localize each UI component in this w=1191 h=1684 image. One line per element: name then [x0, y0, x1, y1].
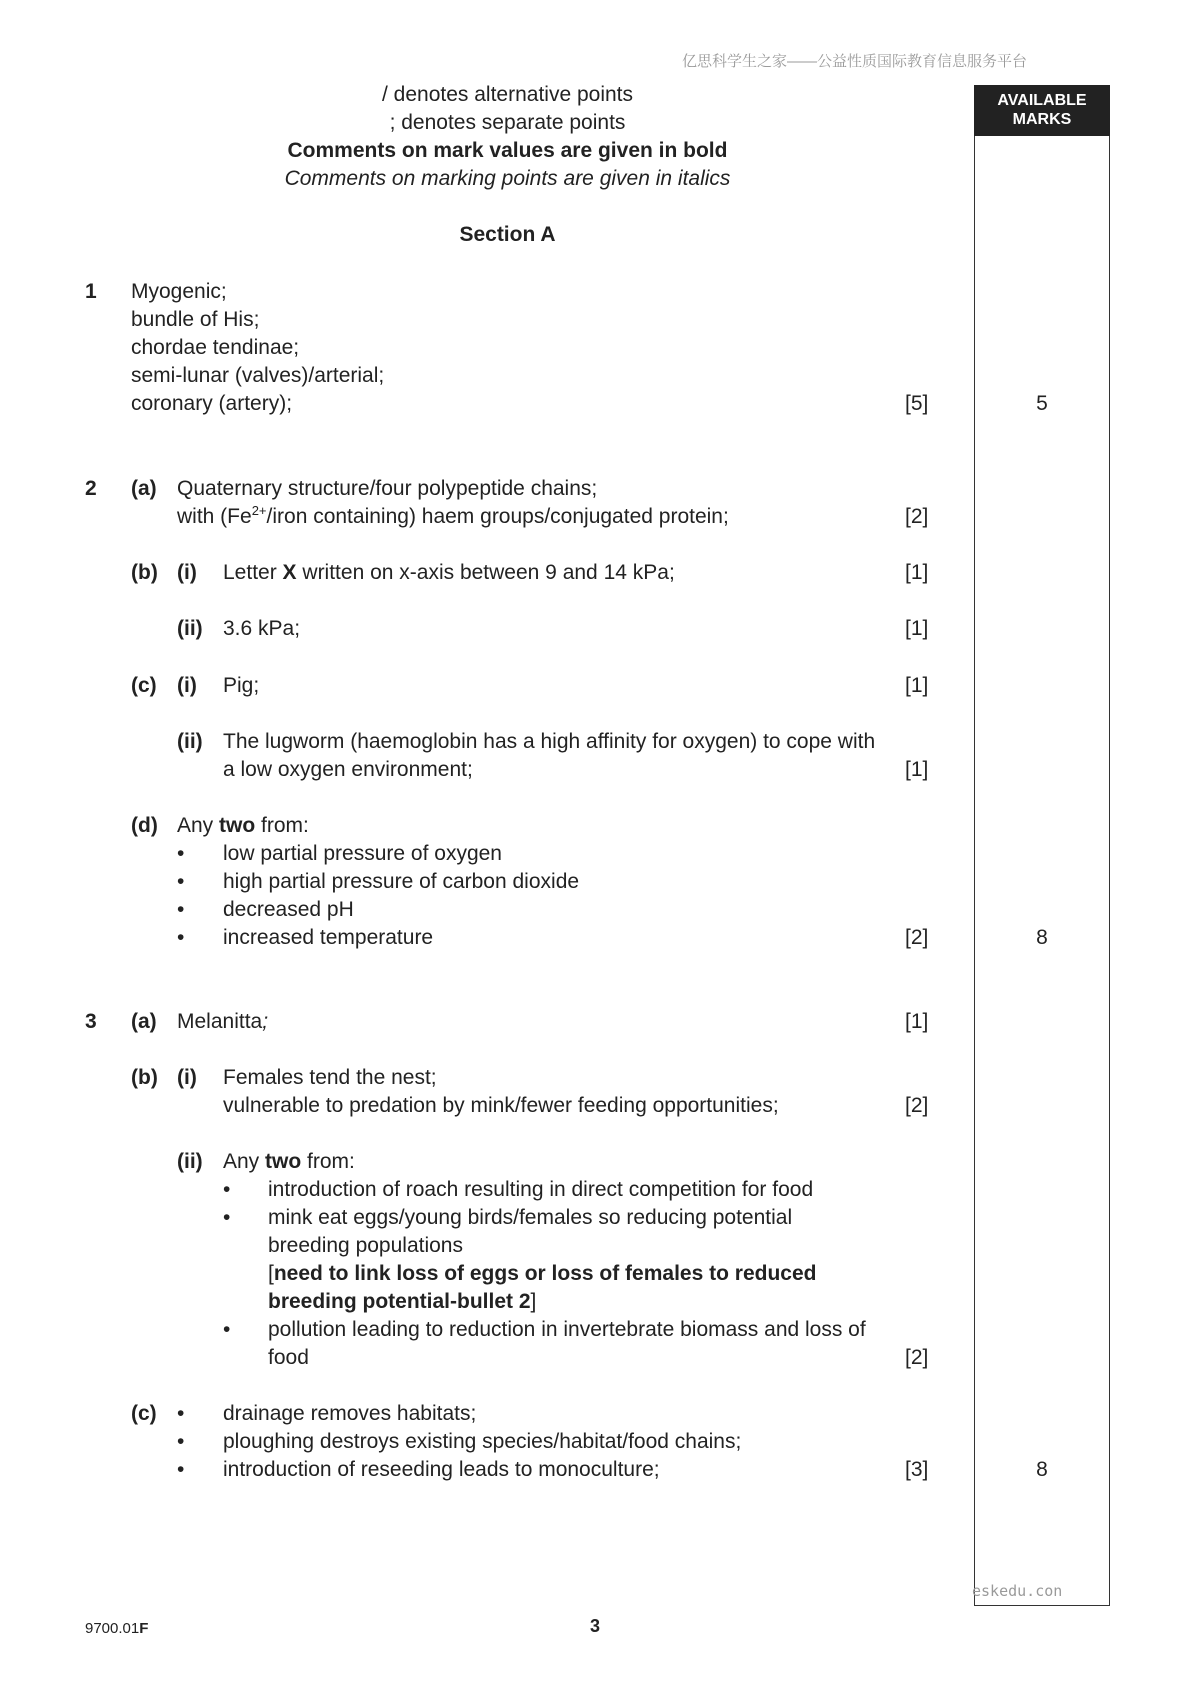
q3a-text: Melanitta;	[177, 1010, 269, 1033]
bullet-icon: •	[223, 1178, 231, 1201]
question-1-number: 1	[85, 280, 97, 303]
legend-italics: Comments on marking points are given in italics	[284, 167, 731, 190]
q2d-bullet-3: decreased pH	[223, 898, 354, 921]
q2d-mark: [2]	[905, 926, 929, 949]
q2d-bullet-2: high partial pressure of carbon dioxide	[223, 870, 580, 893]
q1-mark: [5]	[905, 392, 929, 415]
available-marks-header	[974, 85, 1110, 136]
q2ci-mark: [1]	[905, 674, 929, 697]
q2bii-label: (ii)	[177, 617, 203, 640]
q2bi-text: Letter X written on x-axis between 9 and 14 kPa;	[223, 561, 675, 584]
q2d-bullet-1: low partial pressure of oxygen	[223, 842, 502, 865]
q2d-label: (d)	[131, 814, 158, 837]
q3bii-label: (ii)	[177, 1150, 203, 1173]
q3b-label: (b)	[131, 1066, 158, 1089]
bullet-icon: •	[177, 870, 185, 893]
q3bi-line-1: Females tend the nest;	[223, 1066, 437, 1089]
legend-bold: Comments on mark values are given in bold	[287, 139, 728, 162]
q2d-intro: Any two from:	[177, 814, 309, 837]
bullet-icon: •	[177, 926, 185, 949]
q3bi-line-2: vulnerable to predation by mink/fewer feeding opportunities;	[223, 1094, 779, 1117]
question-3-number: 3	[85, 1010, 97, 1033]
q2ci-text: Pig;	[223, 674, 260, 697]
q1-line-2: bundle of His;	[131, 308, 260, 331]
q1-line-3: chordae tendinae;	[131, 336, 300, 359]
q2a-mark: [2]	[905, 505, 929, 528]
q2c-label: (c)	[131, 674, 157, 697]
q2b-label: (b)	[131, 561, 158, 584]
q3bi-label: (i)	[177, 1066, 197, 1089]
question-2-number: 2	[85, 477, 97, 500]
q2a-label: (a)	[131, 477, 157, 500]
q2cii-mark: [1]	[905, 758, 929, 781]
q3bii-comment-line-1: [need to link loss of eggs or loss of females to reduced	[268, 1262, 817, 1285]
marks-header-line2: MARKS	[1012, 111, 1072, 128]
q3-available: 8	[1036, 1458, 1048, 1481]
q2d-bullet-4: increased temperature	[223, 926, 434, 949]
watermark-top: 亿思科学生之家——公益性质国际教育信息服务平台	[682, 53, 1028, 70]
q2cii-line-2: a low oxygen environment;	[223, 758, 473, 781]
q3c-mark: [3]	[905, 1458, 929, 1481]
q1-available: 5	[1036, 392, 1048, 415]
q3bi-mark: [2]	[905, 1094, 929, 1117]
watermark-bottom: eskedu.con	[972, 1582, 1063, 1600]
q2ci-label: (i)	[177, 674, 197, 697]
q3c-bullet-1: drainage removes habitats;	[223, 1402, 477, 1425]
q3bii-bullet-3-line-2: food	[268, 1346, 309, 1369]
q1-line-4: semi-lunar (valves)/arterial;	[131, 364, 385, 387]
q1-line-1: Myogenic;	[131, 280, 227, 303]
q1-line-5: coronary (artery);	[131, 392, 293, 415]
section-title: Section A	[459, 223, 556, 246]
q3c-bullet-2: ploughing destroys existing species/habitat/food chains;	[223, 1430, 742, 1453]
q3c-label: (c)	[131, 1402, 157, 1425]
q3bii-bullet-1: introduction of roach resulting in direct competition for food	[268, 1178, 814, 1201]
q2bii-mark: [1]	[905, 617, 929, 640]
q3bii-mark: [2]	[905, 1346, 929, 1369]
bullet-icon: •	[177, 1458, 185, 1481]
q2a-line-1: Quaternary structure/four polypeptide chains;	[177, 477, 598, 500]
q2cii-line-1: The lugworm (haemoglobin has a high affinity for oxygen) to cope with	[223, 730, 876, 753]
q2bi-label: (i)	[177, 561, 197, 584]
q3c-bullet-3: introduction of reseeding leads to monoculture;	[223, 1458, 660, 1481]
q2a-line-2: with ($Fe^{2+}$/iron containing) haem groups/conjugated protein;	[177, 503, 729, 528]
bullet-icon: •	[177, 842, 185, 865]
q2bi-mark: [1]	[905, 561, 929, 584]
available-marks-column	[974, 85, 1110, 1606]
paper-code: 9700.01F	[85, 1620, 149, 1637]
bullet-icon: •	[177, 1402, 185, 1425]
q2cii-label: (ii)	[177, 730, 203, 753]
q3bii-bullet-2-line-1: mink eat eggs/young birds/females so reducing potential	[268, 1206, 793, 1229]
q3bii-intro: Any two from:	[223, 1150, 355, 1173]
q2bii-text: 3.6 kPa;	[223, 617, 301, 640]
q3bii-bullet-2-line-2: breeding populations	[268, 1234, 463, 1257]
marks-header-line1: AVAILABLE	[997, 92, 1087, 109]
q3a-mark: [1]	[905, 1010, 929, 1033]
legend-separate: ; denotes separate points	[389, 111, 626, 134]
bullet-icon: •	[223, 1318, 231, 1341]
q3a-label: (a)	[131, 1010, 157, 1033]
legend-alternative: / denotes alternative points	[382, 83, 633, 106]
q3bii-bullet-3-line-1: pollution leading to reduction in invertebrate biomass and loss of	[268, 1318, 866, 1341]
page-number: 3	[590, 1616, 601, 1636]
q2-available: 8	[1036, 926, 1048, 949]
bullet-icon: •	[223, 1206, 231, 1229]
q3bii-comment-line-2: breeding potential-bullet 2]	[268, 1290, 537, 1313]
bullet-icon: •	[177, 898, 185, 921]
bullet-icon: •	[177, 1430, 185, 1453]
